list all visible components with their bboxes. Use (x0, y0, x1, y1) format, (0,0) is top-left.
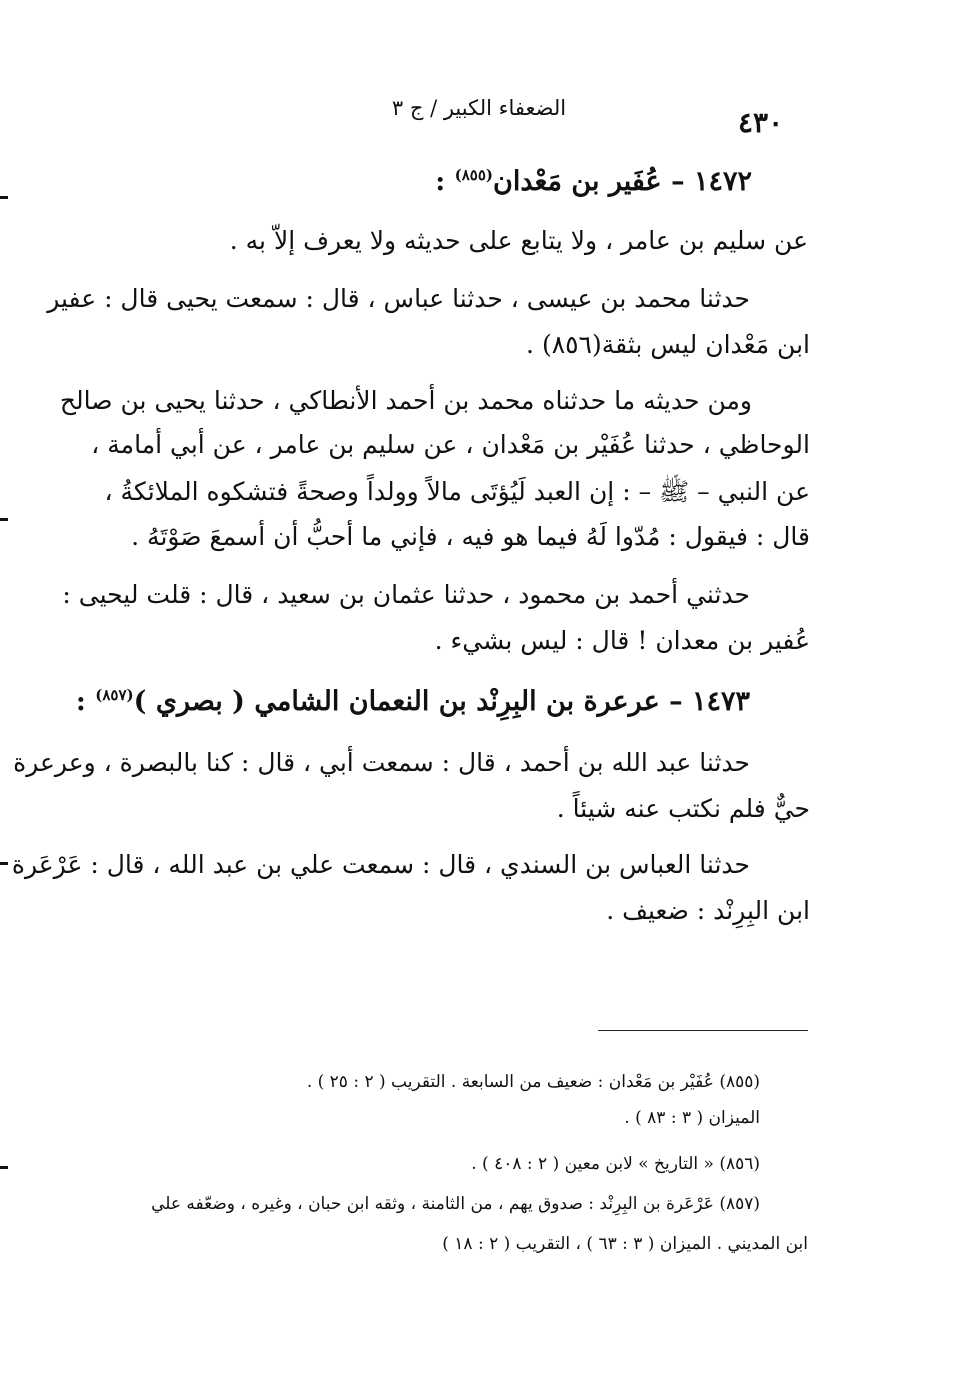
footnote-rule (598, 1030, 808, 1031)
margin-mark (0, 518, 8, 521)
footnote-ref-857: (٨٥٧) (95, 686, 134, 704)
entry-1472-line-3: ابن مَعْدان ليس بثقة(٨٥٦) . (526, 330, 810, 359)
entry-1472-line-8: حدثني أحمد بن محمود ، حدثنا عثمان بن سعيد ، قال : قلت ليحيى : (62, 580, 750, 609)
margin-mark (0, 196, 8, 199)
entry-1472-line-7: قال : فيقول : مُدّوا لَهُ فيما هو فيه ، فإني ما أحبُّ أن أسمعَ صَوْتَهُ . (131, 522, 810, 551)
entry-heading-text: ١٤٧٣ – عرعرة بن البِرِنْد بن النعمان الشامي ( بصري ) (133, 686, 750, 717)
heading-colon: : (435, 166, 446, 197)
entry-1472-line-5: الوحاظي ، حدثنا عُفَيْر بن مَعْدان ، عن سليم بن عامر ، عن أبي أمامة ، (91, 430, 810, 459)
entry-1472-line-1: عن سليم بن عامر ، ولا يتابع على حديثه ولا يعرف إلاّ به . (229, 226, 808, 255)
footnote-ref-855: (٨٥٥) (454, 166, 493, 184)
entry-heading-text: ١٤٧٢ – عُفَير بن مَعْدان (493, 166, 752, 197)
running-title: الضعفاء الكبير / ج ٣ (391, 96, 567, 120)
entry-heading-1473 (76, 686, 750, 717)
footnote-857: (٨٥٧) عَرْعَرة بن البِرِنْد : صدوق يهم ، من الثامنة ، وثقه ابن حبان ، وغيره ، وضعّفه علي (151, 1194, 760, 1214)
entry-1472-line-9: عُفير بن معدان ! قال : ليس بشيء . (434, 626, 810, 655)
page-number: ٤٣٠ (738, 106, 784, 139)
entry-1472-line-2: حدثنا محمد بن عيسى ، حدثنا عباس ، قال : سمعت يحيى قال : عفير (47, 284, 750, 313)
footnote-855: (٨٥٥) عُفَيْر بن مَعْدان : ضعيف من السابعة . التقريب ( ٢ : ٢٥ ) . (306, 1072, 760, 1092)
entry-1473-line-2: حيٌّ فلم نكتب عنه شيئاً . (556, 794, 810, 823)
footnote-855-cont: الميزان ( ٣ : ٨٣ ) . (624, 1108, 760, 1128)
entry-1472-line-4: ومن حديثه ما حدثناه محمد بن أحمد الأنطاكي ، حدثنا يحيى بن صالح (59, 386, 752, 415)
footnote-856: (٨٥٦) « التاريخ » لابن معين ( ٢ : ٤٠٨ ) . (471, 1154, 760, 1174)
margin-mark (0, 1166, 8, 1169)
footnote-857-cont: ابن المديني . الميزان ( ٣ : ٦٣ ) ، التقريب ( ٢ : ١٨ ) (442, 1234, 808, 1254)
heading-colon: : (75, 686, 86, 717)
entry-1473-line-4: ابن البِرِنْد : ضعيف . (606, 896, 810, 925)
entry-1473-line-1: حدثنا عبد الله بن أحمد ، قال : سمعت أبي ، قال : كنا بالبصرة ، وعرعرة (13, 748, 750, 777)
entry-1473-line-3: حدثنا العباس بن السندي ، قال : سمعت علي بن عبد الله ، قال : عَرْعَرة (11, 850, 750, 879)
entry-1472-line-6: عن النبي – ﷺ – : إن العبد لَيُؤتَى مالاً وولداً وصحةً فتشكوه الملائكةُ ، (104, 477, 810, 506)
margin-mark (0, 862, 8, 865)
entry-heading-1472 (435, 166, 752, 197)
